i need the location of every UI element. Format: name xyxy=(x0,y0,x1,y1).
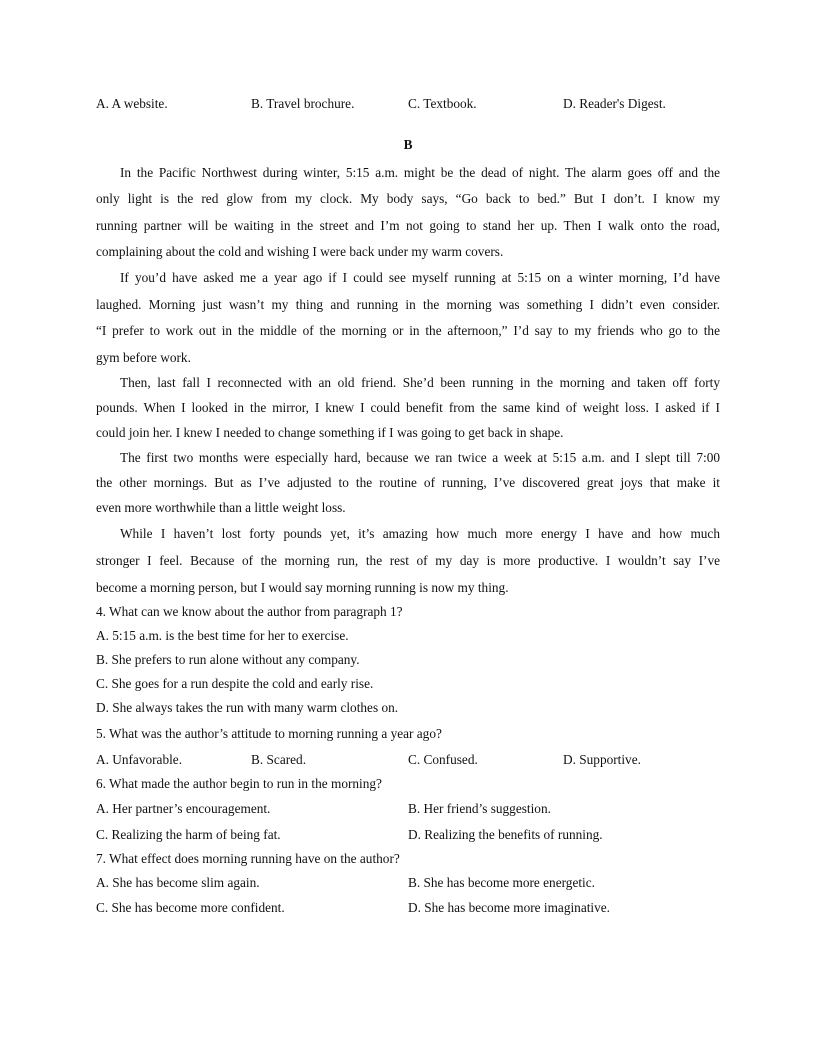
question-7-option-a: A. She has become slim again. xyxy=(96,875,260,890)
question-6-stem: 6. What made the author begin to run in the morning? xyxy=(96,776,382,791)
passage-p1-line2: only light is the red glow from my clock. My body says, “Go back to bed.” But I don’t. I know my xyxy=(96,191,720,206)
question-5-option-a: A. Unfavorable. xyxy=(96,752,183,767)
q3-option-d: D. Reader's Digest. xyxy=(563,96,666,111)
passage-p5-line1: While I haven’t lost forty pounds yet, it’s amazing how much more energy I have and how much xyxy=(120,526,720,541)
question-6-option-c: C. Realizing the harm of being fat. xyxy=(96,827,281,842)
question-5-option-c: C. Confused. xyxy=(408,752,478,767)
passage-p4-line1: The first two months were especially hard, because we ran twice a week at 5:15 a.m. and I slept till 7:00 xyxy=(120,450,720,465)
question-7-stem: 7. What effect does morning running have on the author? xyxy=(96,851,400,866)
question-4-stem: 4. What can we know about the author from paragraph 1? xyxy=(96,604,403,619)
passage-p3-line3: could join her. I knew I needed to change something if I was going to get back in shape. xyxy=(96,425,564,440)
passage-p1-line4: complaining about the cold and wishing I were back under my warm covers. xyxy=(96,244,504,259)
q3-option-a: A. A website. xyxy=(96,96,168,111)
question-4-option-c: C. She goes for a run despite the cold and early rise. xyxy=(96,676,374,691)
question-6-option-b: B. Her friend’s suggestion. xyxy=(408,801,551,816)
passage-p2-line3: “I prefer to work out in the middle of the morning or in the afternoon,” I’d say to my friends who go to the xyxy=(96,323,720,338)
question-4-option-a: A. 5:15 a.m. is the best time for her to exercise. xyxy=(96,628,349,643)
question-4-option-b: B. She prefers to run alone without any company. xyxy=(96,652,360,667)
question-6-option-d: D. Realizing the benefits of running. xyxy=(408,827,603,842)
question-5-option-d: D. Supportive. xyxy=(563,752,641,767)
passage-p4-line3: even more worthwhile than a little weight loss. xyxy=(96,500,346,515)
q3-option-b: B. Travel brochure. xyxy=(251,96,355,111)
section-heading: B xyxy=(403,137,413,152)
passage-p5-line3: become a morning person, but I would say morning running is now my thing. xyxy=(96,580,509,595)
question-5-option-b: B. Scared. xyxy=(251,752,307,767)
q3-option-c: C. Textbook. xyxy=(408,96,477,111)
passage-p1-line3: running partner will be waiting in the street and I’m not going to stand her up. Then I walk onto the road, xyxy=(96,218,720,233)
passage-p3-line2: pounds. When I looked in the mirror, I knew I could benefit from the same kind of weight loss. I asked if I xyxy=(96,400,720,415)
passage-p4-line2: the other mornings. But as I’ve adjusted to the routine of running, I’ve discovered great joys that make it xyxy=(96,475,720,490)
passage-p2-line2: laughed. Morning just wasn’t my thing and running in the morning was something I didn’t even consider. xyxy=(96,297,720,312)
question-4-option-d: D. She always takes the run with many warm clothes on. xyxy=(96,700,399,715)
question-6-option-a: A. Her partner’s encouragement. xyxy=(96,801,271,816)
passage-p5-line2: stronger I feel. Because of the morning run, the rest of my day is more productive. I wouldn’t say I’ve xyxy=(96,553,720,568)
passage-p2-line4: gym before work. xyxy=(96,350,191,365)
question-7-option-d: D. She has become more imaginative. xyxy=(408,900,610,915)
question-7-option-b: B. She has become more energetic. xyxy=(408,875,595,890)
passage-p2-line1: If you’d have asked me a year ago if I could see myself running at 5:15 on a winter morning, I’d have xyxy=(120,270,720,285)
passage-p3-line1: Then, last fall I reconnected with an old friend. She’d been running in the morning and taken off forty xyxy=(120,375,720,390)
question-5-stem: 5. What was the author’s attitude to morning running a year ago? xyxy=(96,726,442,741)
passage-p1-line1: In the Pacific Northwest during winter, 5:15 a.m. might be the dead of night. The alarm goes off and the xyxy=(120,165,720,180)
question-7-option-c: C. She has become more confident. xyxy=(96,900,285,915)
